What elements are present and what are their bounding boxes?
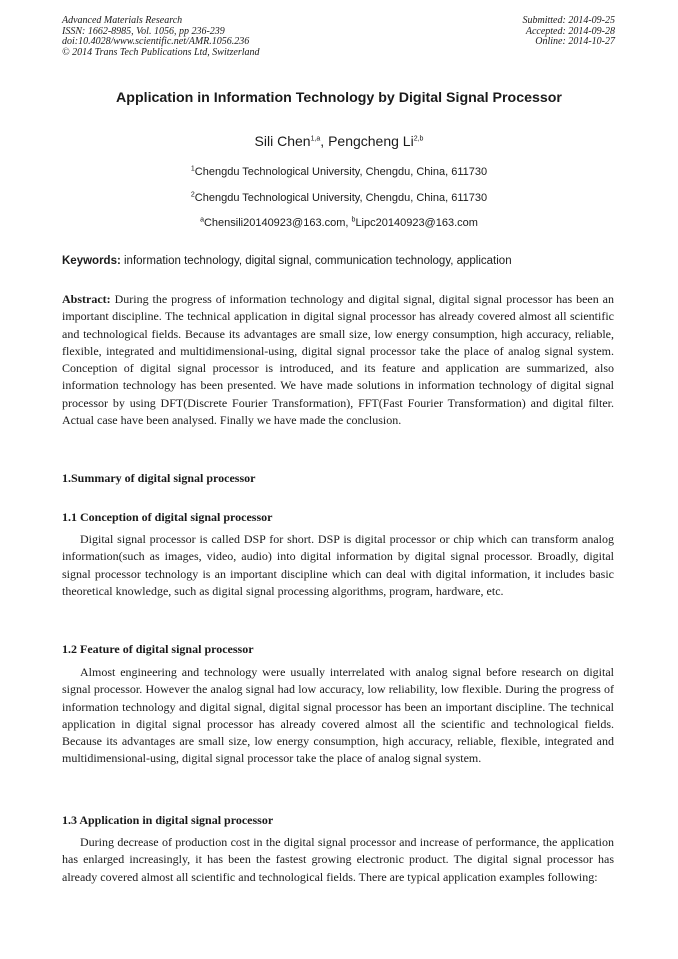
submission-dates [523, 16, 616, 48]
paragraph: Almost engineering and technology were usually interrelated with analog signal before research on digital signal processor. However the analog signal had low accuracy, low reliability, low flexible. During the progress of information technology and digital signal, digital signal processor has been an important discipline. The technical application in digital signal processor has already covered almost all the scientific and technological fields. Because its advantages are small size, low energy consumption, high accuracy, reliable, flexible, integrated and multidimensional-using, digital signal processor take the place of analog signal system. [62, 665, 614, 766]
author-line [0, 133, 678, 149]
email-separator: , [345, 217, 352, 229]
email-address[interactable]: Chensili20140923@163.com [203, 217, 346, 229]
paper-title: Application in Information Technology by Digital Signal Processor [116, 90, 562, 106]
keywords [62, 255, 622, 267]
email-sup: b [351, 216, 356, 224]
accepted-date: Accepted: 2014-09-28 [525, 25, 615, 37]
abstract-label: Abstract: [62, 292, 111, 306]
keywords-label: Keywords: [62, 255, 121, 267]
journal-info [62, 16, 260, 58]
author-name: Sili Chen [254, 133, 311, 149]
journal-name: Advanced Materials Research [62, 15, 183, 26]
affiliation-text: Chengdu Technological University, Chengdu, China, 611730 [194, 192, 488, 204]
email-address[interactable]: Lipc20140923@163.com [355, 217, 478, 229]
author-sup: 2,b [413, 135, 424, 143]
affiliation [0, 192, 678, 204]
section-heading: 1.Summary of digital signal processor [62, 471, 256, 485]
submitted-date: Submitted: 2014-09-25 [522, 15, 615, 26]
keywords-text: information technology, digital signal, communication technology, application [120, 255, 512, 267]
paragraph: During decrease of production cost in the digital signal processor and increase of performance, the application has enlarged increasingly, it has been the fastest growing electronic product. The digital signal processor has already covered almost all scientific and technological fields. There are typical application examples following: [62, 835, 614, 884]
affiliation [0, 166, 678, 178]
affiliation-text: Chengdu Technological University, Chengdu, China, 611730 [194, 166, 488, 178]
abstract [62, 291, 614, 429]
journal-issn: ISSN: 1662-8985, Vol. 1056, pp 236-239 [62, 25, 225, 37]
subsection-heading: 1.2 Feature of digital signal processor [62, 642, 254, 656]
affiliation-sup: 1 [190, 165, 195, 173]
journal-doi[interactable]: doi:10.4028/www.scientific.net/AMR.1056.236 [62, 36, 250, 47]
author-sup: 1,a [310, 135, 321, 143]
journal-copyright: © 2014 Trans Tech Publications Ltd, Switzerland [62, 46, 260, 58]
author-name: Pengcheng Li [328, 133, 414, 149]
email-sup: a [200, 216, 204, 224]
paragraph: Digital signal processor is called DSP for short. DSP is digital processor or chip which can transform analog information(such as images, video, audio) into digital information by digital signal processor. Broadly, digital signal processor technology is an important discipline which can deal with digital information, it includes basic theoretical knowledge, such as digital signal processing algorithms, program, hardware, etc. [62, 532, 614, 598]
email-line [0, 217, 678, 229]
author-separator: , [320, 133, 329, 149]
abstract-text: During the progress of information technology and digital signal, digital signal processor has been an important discipline. The technical application in digital signal processor has already covered almost all scientific and technological fields. Because its advantages are small size, low energy consumption, high accuracy, reliable, flexible, integrated and multidimensional-using, digital signal processor take the place of analog signal system. Conception of digital signal processor is introduced, and its feature and application are summarized, also information technology has been presented. We have made solutions in information technology of digital signal processor by using DFT(Discrete Fourier Transformation), FFT(Fast Fourier Transformation) and digital filter. Actual case have been analysed. Finally we have made the conclusion. [62, 292, 614, 428]
online-date: Online: 2014-10-27 [535, 36, 615, 47]
subsection-heading: 1.1 Conception of digital signal processor [62, 510, 273, 524]
subsection-heading: 1.3 Application in digital signal processor [62, 813, 274, 827]
affiliation-sup: 2 [190, 191, 195, 199]
